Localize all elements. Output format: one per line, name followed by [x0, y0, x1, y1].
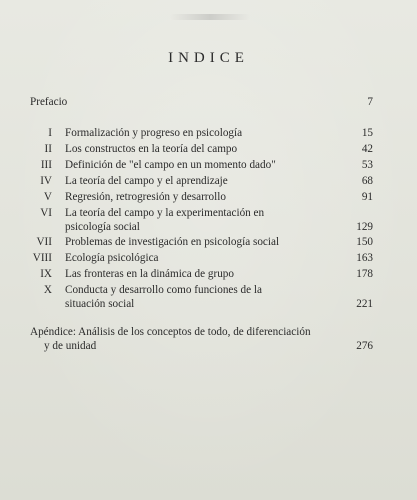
chapter-page: 91 — [361, 191, 373, 203]
appendix-page: 276 — [356, 340, 373, 352]
chapter-page: 53 — [361, 159, 373, 171]
chapter-page: 150 — [356, 236, 373, 248]
chapter-page: 42 — [361, 143, 373, 155]
chapter-number: I — [48, 127, 52, 139]
chapter-number: VIII — [32, 252, 52, 264]
chapter-title: Definición de "el campo en un momento dado" — [65, 159, 276, 171]
page-title: INDICE — [168, 50, 249, 66]
prefacio-page: 7 — [367, 96, 373, 108]
chapter-title-line-2: psicología social — [65, 221, 140, 233]
chapter-page: 129 — [356, 221, 373, 233]
chapter-title-line-1: Conducta y desarrollo como funciones de la — [65, 284, 262, 296]
chapter-title: La teoría del campo y el aprendizaje — [65, 175, 228, 187]
chapter-number: V — [43, 191, 52, 203]
chapter-title: Regresión, retrogresión y desarrollo — [65, 191, 226, 203]
appendix-title-line-2: y de unidad — [44, 340, 97, 352]
chapter-title: Las fronteras en la dinámica de grupo — [65, 268, 234, 280]
chapter-title: Formalización y progreso en psicología — [65, 127, 243, 139]
chapter-page: 178 — [356, 268, 373, 280]
chapter-page: 163 — [356, 252, 373, 264]
chapter-number: IX — [40, 268, 52, 280]
chapter-number: II — [44, 143, 52, 155]
prefacio-label: Prefacio — [30, 96, 68, 108]
chapter-page: 221 — [356, 298, 373, 310]
chapter-title: Ecología psicológica — [65, 252, 159, 264]
chapter-number: IV — [40, 175, 52, 187]
appendix-title-line-1: Apéndice: Análisis de los conceptos de todo, de diferenciación — [30, 326, 311, 338]
chapter-number: VII — [36, 236, 52, 248]
chapter-number: III — [40, 159, 52, 171]
chapter-title-line-2: situación social — [65, 298, 135, 310]
header-mark — [170, 14, 250, 20]
chapter-number: X — [43, 284, 52, 296]
chapter-title-line-1: La teoría del campo y la experimentación en — [65, 207, 265, 219]
chapter-title: Los constructos en la teoría del campo — [65, 143, 238, 155]
chapter-page: 68 — [361, 175, 373, 187]
chapter-number: VI — [40, 207, 52, 219]
chapter-page: 15 — [361, 127, 373, 139]
chapter-title: Problemas de investigación en psicología social — [65, 236, 280, 248]
